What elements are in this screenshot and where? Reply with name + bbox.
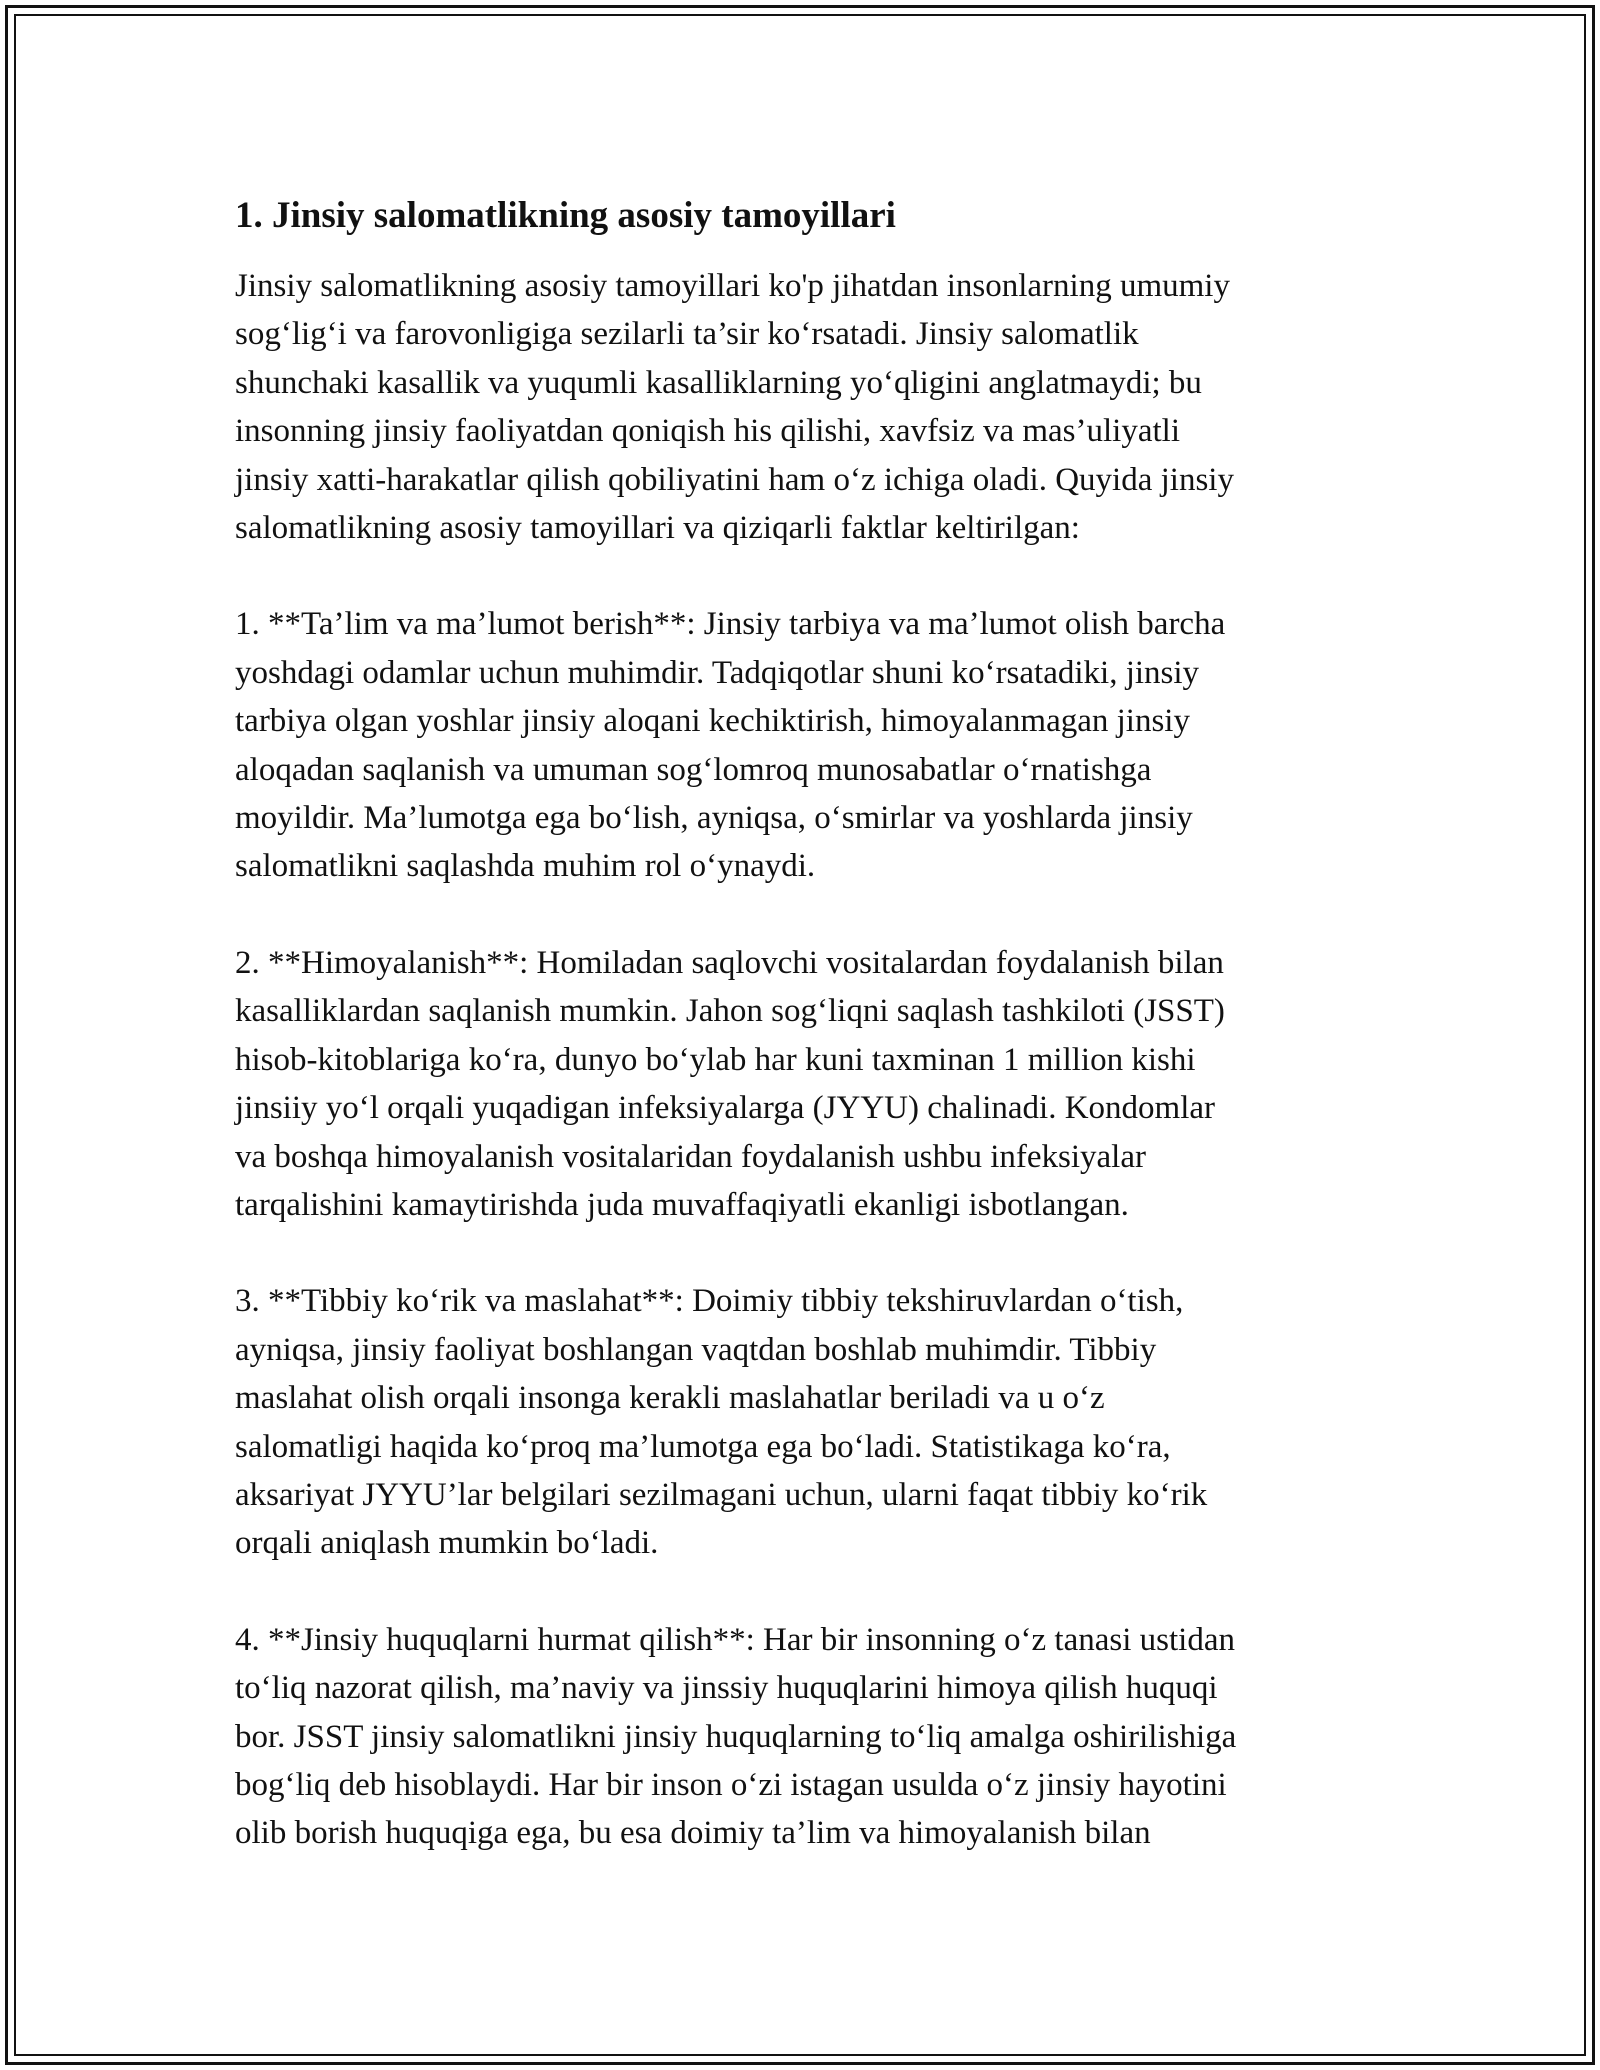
paragraph-medical-checkup: 3. **Tibbiy ko‘rik va maslahat**: Doimiy tibbiy tekshiruvlardan o‘tish, ayniqsa, jinsiy faoliyat boshlangan vaqtdan boshlab muhimdir. Tibbiy maslahat olish orqali insonga kerakli maslahatlar beriladi va u o‘z salomatligi haqida ko‘proq ma’lumotga ega bo‘ladi. Statistikaga ko‘ra, aksariyat JYYU’lar belgilari sezilmagani uchun, ularni faqat tibbiy ko‘rik orqali aniqlash mumkin bo‘ladi. [235,1283,1208,1562]
section-title: 1. Jinsiy salomatlikning asosiy tamoyillari [235,195,896,236]
paragraph-education: 1. **Ta’lim va ma’lumot berish**: Jinsiy tarbiya va ma’lumot olish barcha yoshdagi odamlar uchun muhimdir. Tadqiqotlar shuni ko‘rsatadiki, jinsiy tarbiya olgan yoshlar jinsiy aloqani kechiktirish, himoyalanmagan jinsiy aloqadan saqlanish va umuman sog‘lomroq munosabatlar o‘rnatishga moyildir. Ma’lumotga ega bo‘lish, ayniqsa, o‘smirlar va yoshlarda jinsiy salomatlikni saqlashda muhim rol o‘ynaydi. [235,606,1226,885]
intro-paragraph: Jinsiy salomatlikning asosiy tamoyillari ko'p jihatdan insonlarning umumiy sog‘lig‘i va farovonligiga sezilarli ta’sir ko‘rsatadi. Jinsiy salomatlik shunchaki kasallik va yuqumli kasalliklarning yo‘qligini anglatmaydi; bu insonning jinsiy faoliyatdan qoniqish his qilishi, xavfsiz va mas’uliyatli jinsiy xatti-harakatlar qilish qobiliyatini ham o‘z ichiga oladi. Quyida jinsiy salomatlikning asosiy tamoyillari va qiziqarli faktlar keltirilgan: [235,268,1234,547]
document-page [235,188,1365,1906]
paragraph-protection: 2. **Himoyalanish**: Homiladan saqlovchi vositalardan foydalanish bilan kasalliklardan saqlanish mumkin. Jahon sog‘liqni saqlash tashkiloti (JSST) hisob-kitoblariga ko‘ra, dunyo bo‘ylab har kuni taxminan 1 million kishi jinsiiy yo‘l orqali yuqadigan infeksiyalarga (JYYU) chalinadi. Kondomlar va boshqa himoyalanish vositalaridan foydalanish ushbu infeksiyalar tarqalishini kamaytirishda juda muvaffaqiyatli ekanligi isbotlangan. [235,944,1225,1223]
paragraph-sexual-rights: 4. **Jinsiy huquqlarni hurmat qilish**: Har bir insonning o‘z tanasi ustidan to‘liq nazorat qilish, ma’naviy va jinssiy huquqlarini himoya qilish huquqi bor. JSST jinsiy salomatlikni jinsiy huquqlarning to‘liq amalga oshirilishiga bog‘liq deb hisoblaydi. Har bir inson o‘zi istagan usulda o‘z jinsiy hayotini olib borish huquqiga ega, bu esa doimiy ta’lim va himoyalanish bilan [235,1621,1237,1852]
